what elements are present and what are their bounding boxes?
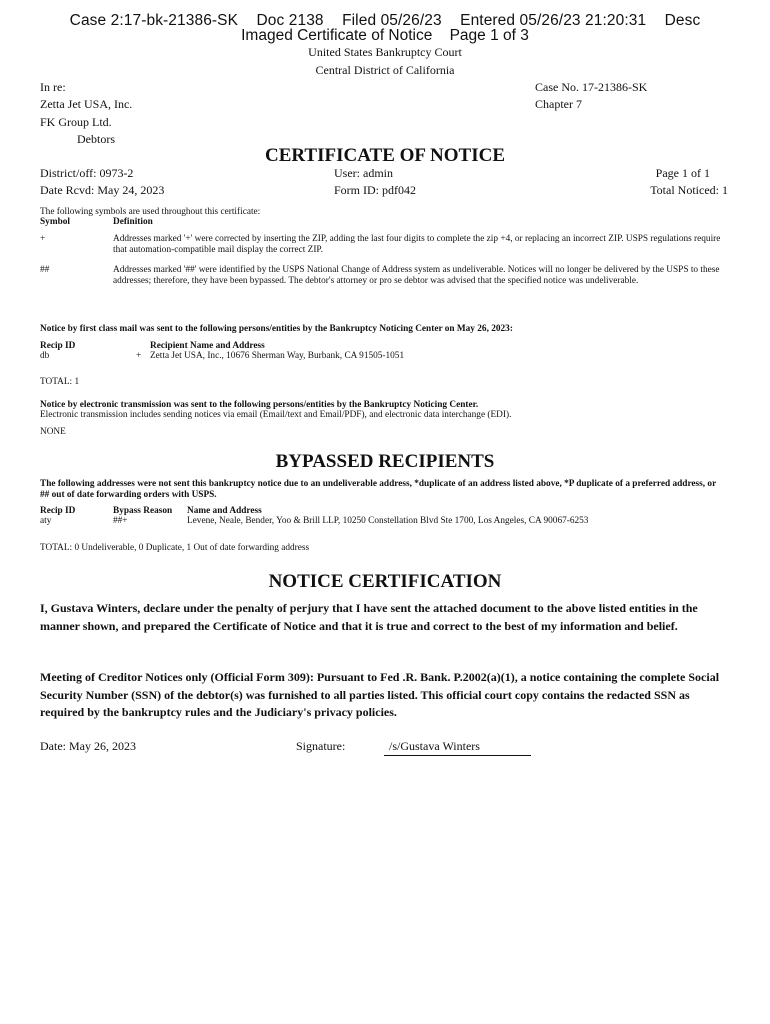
debtor-name-2: FK Group Ltd. (40, 115, 112, 129)
case-number: Case 2:17-bk-21386-SK (69, 12, 239, 29)
bypassed-recip-id-cell: aty (40, 516, 52, 526)
court-name: United States Bankruptcy Court (308, 45, 462, 59)
certification-date: Date: May 26, 2023 (40, 739, 136, 753)
doc-number: Doc 2138 (256, 12, 324, 29)
bypassed-title: BYPASSED RECIPIENTS (275, 451, 495, 472)
symbol-plus: + (40, 234, 46, 244)
symbol-plus-definition: Addresses marked '+' were corrected by inserting the ZIP, adding the last four digits to complete the zip +4, or replacing an incorrect ZIP. USPS regulations require that automation-compatible mail display the correct ZIP. (113, 234, 721, 255)
ssn-paragraph: Meeting of Creditor Notices only (Official Form 309): Pursuant to Fed .R. Bank. P.2002(a)(1), a notice containing the complete Social Security Number (SSN) of the debtor(s) was furnished to all parties listed. This official court copy contains the redacted SSN as required by the bankruptcy rules and the Judiciary's privacy policies. (40, 670, 720, 719)
first-class-total: TOTAL: 1 (40, 377, 80, 387)
first-class-heading: Notice by first class mail was sent to the following persons/entities by the Bankruptcy Noticing Center on May 26, 2023: (40, 324, 513, 334)
electronic-heading: Notice by electronic transmission was sent to the following persons/entities by the Bankruptcy Noticing Center. (40, 400, 479, 410)
user-field: User: admin (334, 166, 393, 180)
bypassed-recip-id-header: Recip ID (40, 506, 76, 516)
signature-label: Signature: (296, 739, 346, 753)
bypassed-name-header: Name and Address (187, 506, 262, 516)
symbol-hash-definition: Addresses marked '##' were identified by the USPS National Change of Address system as undeliverable. Notices will no longer be delivered by the USPS to these addresses; therefore, they have been bypassed. The debtor's attorney or pro se debtor was advised that the specified notice was undeliverable. (113, 265, 720, 286)
recip-id-cell: db (40, 351, 50, 361)
form-id: Form ID: pdf042 (334, 183, 416, 197)
signature-value: /s/Gustava Winters (389, 739, 480, 753)
filing-subheader: Imaged Certificate of Notice Page 1 of 3 (241, 27, 529, 44)
total-noticed: Total Noticed: 1 (650, 183, 728, 197)
debtor-name-1: Zetta Jet USA, Inc. (40, 97, 133, 111)
district-office: District/off: 0973-2 (40, 166, 134, 180)
bypassed-intro: The following addresses were not sent this bankruptcy notice due to an undeliverable address, *duplicate of an address listed above, *P duplicate of a preferred address, or ## out of date forwarding orders with USPS. (40, 479, 717, 500)
certification-paragraph: I, Gustava Winters, declare under the penalty of perjury that I have sent the attached document to the above listed entities in the manner shown, and prepared the Certificate of Notice and that it is true and correct to the best of my information and belief. (40, 601, 698, 633)
recip-name-header: Recipient Name and Address (150, 341, 265, 351)
certification-title: NOTICE CERTIFICATION (268, 571, 502, 592)
symbol-hash: ## (40, 265, 50, 275)
electronic-subline: Electronic transmission includes sending notices via email (Email/text and Email/PDF), and electronic data interchange (EDI). (40, 410, 512, 420)
entered-date: Entered 05/26/23 21:20:31 (460, 12, 647, 29)
case-no: Case No. 17-21386-SK (535, 80, 648, 94)
bypass-reason-header: Bypass Reason (113, 506, 173, 516)
certificate-title: CERTIFICATE OF NOTICE (264, 145, 506, 166)
bypassed-total: TOTAL: 0 Undeliverable, 0 Duplicate, 1 Out of date forwarding address (40, 543, 310, 553)
symbol-column-header: Symbol (40, 217, 70, 227)
bypass-reason-cell: ##+ (113, 516, 128, 526)
recip-id-header: Recip ID (40, 341, 76, 351)
debtors-label: Debtors (77, 132, 115, 146)
electronic-none: NONE (40, 427, 66, 437)
filed-date: Filed 05/26/23 (342, 12, 442, 29)
date-received: Date Rcvd: May 24, 2023 (40, 183, 165, 197)
recip-flag-cell: + (136, 351, 142, 361)
chapter: Chapter 7 (535, 97, 582, 111)
in-re-label: In re: (40, 80, 66, 94)
recip-name-cell: Zetta Jet USA, Inc., 10676 Sherman Way, Burbank, CA 91505-1051 (150, 351, 405, 361)
desc-label: Desc (664, 12, 701, 29)
bypassed-name-cell: Levene, Neale, Bender, Yoo & Brill LLP, 10250 Constellation Blvd Ste 1700, Los Angeles, CA 90067-6253 (187, 516, 589, 526)
court-district: Central District of California (315, 63, 455, 77)
definition-column-header: Definition (113, 217, 153, 227)
page-count: Page 1 of 1 (655, 166, 710, 180)
symbols-intro: The following symbols are used throughout this certificate: (40, 207, 261, 217)
